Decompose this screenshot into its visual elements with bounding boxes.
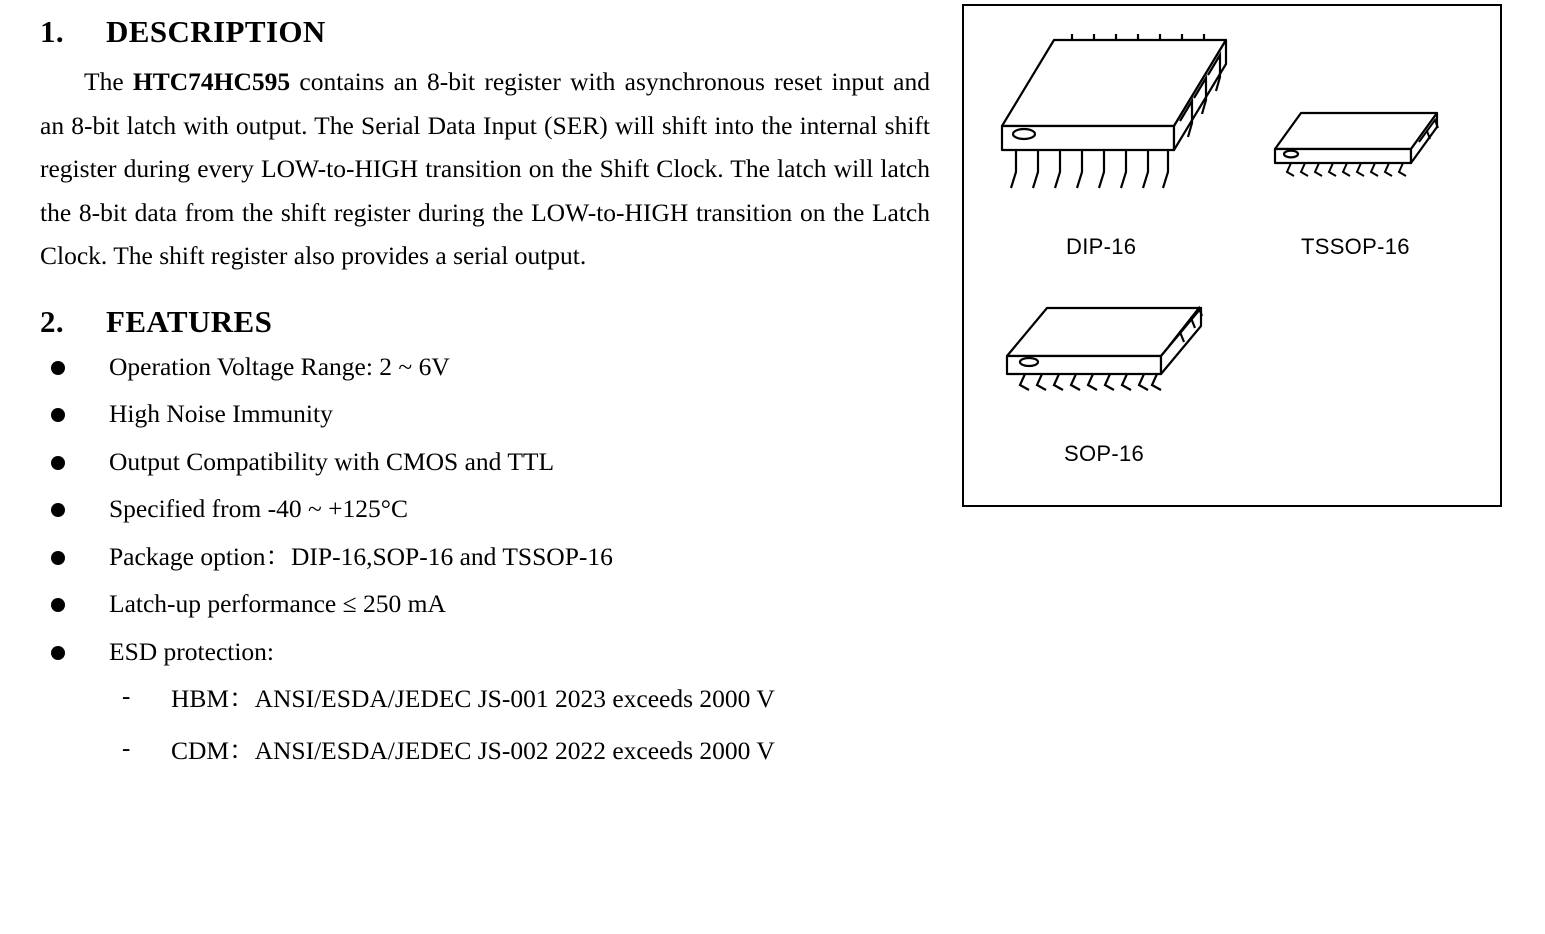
tssop-16-label: TSSOP-16 xyxy=(1301,234,1410,259)
features-title: FEATURES xyxy=(106,303,273,339)
bullet-icon xyxy=(51,503,65,517)
list-item xyxy=(40,496,930,522)
list-item xyxy=(109,683,930,714)
feature-label: Latch-up performance ≤ 250 mA xyxy=(109,589,446,619)
list-item xyxy=(109,734,930,765)
dash-icon: - xyxy=(122,734,131,762)
sop-16-package-image xyxy=(999,286,1229,416)
bullet-icon xyxy=(51,551,65,565)
list-item xyxy=(40,351,930,381)
dip-16-label: DIP-16 xyxy=(1066,234,1137,259)
esd-sublist xyxy=(109,683,930,765)
bullet-icon xyxy=(51,598,65,612)
feature-label: Operation Voltage Range: 2 ~ 6V xyxy=(109,351,450,381)
feature-label: Specified from -40 ~ +125°C xyxy=(109,494,408,524)
esd-cdm-label: CDM：ANSI/ESDA/JEDEC JS-002 2022 exceeds 2000 V xyxy=(171,735,775,765)
list-item xyxy=(40,636,930,765)
description-paragraph xyxy=(40,60,930,278)
bullet-icon xyxy=(51,408,65,422)
dip-16-package-image xyxy=(994,22,1254,212)
section-number: 2. xyxy=(40,303,65,339)
page-title: DESCRIPTION xyxy=(106,14,326,49)
section-heading-features xyxy=(40,304,930,340)
features-list xyxy=(40,351,930,765)
package-diagram-box xyxy=(962,4,1502,507)
section-heading-description xyxy=(40,14,930,50)
tssop-16-package-image xyxy=(1269,101,1459,211)
feature-label: Output Compatibility with CMOS and TTL xyxy=(109,446,555,476)
feature-label: ESD protection: xyxy=(109,636,275,666)
list-item xyxy=(40,541,930,571)
feature-label: Package option：DIP-16,SOP-16 and TSSOP-16 xyxy=(109,541,613,571)
bullet-icon xyxy=(51,456,65,470)
list-item xyxy=(40,401,930,427)
list-item xyxy=(40,591,930,617)
bullet-icon xyxy=(51,646,65,660)
content-column xyxy=(40,14,930,789)
esd-hbm-label: HBM：ANSI/ESDA/JEDEC JS-001 2023 exceeds 2000 V xyxy=(171,684,775,714)
description-text-before: The xyxy=(84,67,133,96)
description-text-after: contains an 8-bit register with asynchronous reset input and an 8-bit latch with output. The Serial Data Input (SER) will shift into the internal shift register during every LOW-to-HIGH transition on the Shift Clock. The latch will latch the 8-bit data from the shift register during the LOW-to-HIGH transition on the Latch Clock. The shift register also provides a serial output. xyxy=(40,67,930,271)
dash-icon: - xyxy=(122,683,131,711)
list-item xyxy=(40,446,930,476)
feature-label: High Noise Immunity xyxy=(109,399,333,429)
part-number: HTC74HC595 xyxy=(132,67,291,96)
sop-16-label: SOP-16 xyxy=(1064,441,1145,466)
bullet-icon xyxy=(51,361,65,375)
section-number: 1. xyxy=(40,14,65,49)
